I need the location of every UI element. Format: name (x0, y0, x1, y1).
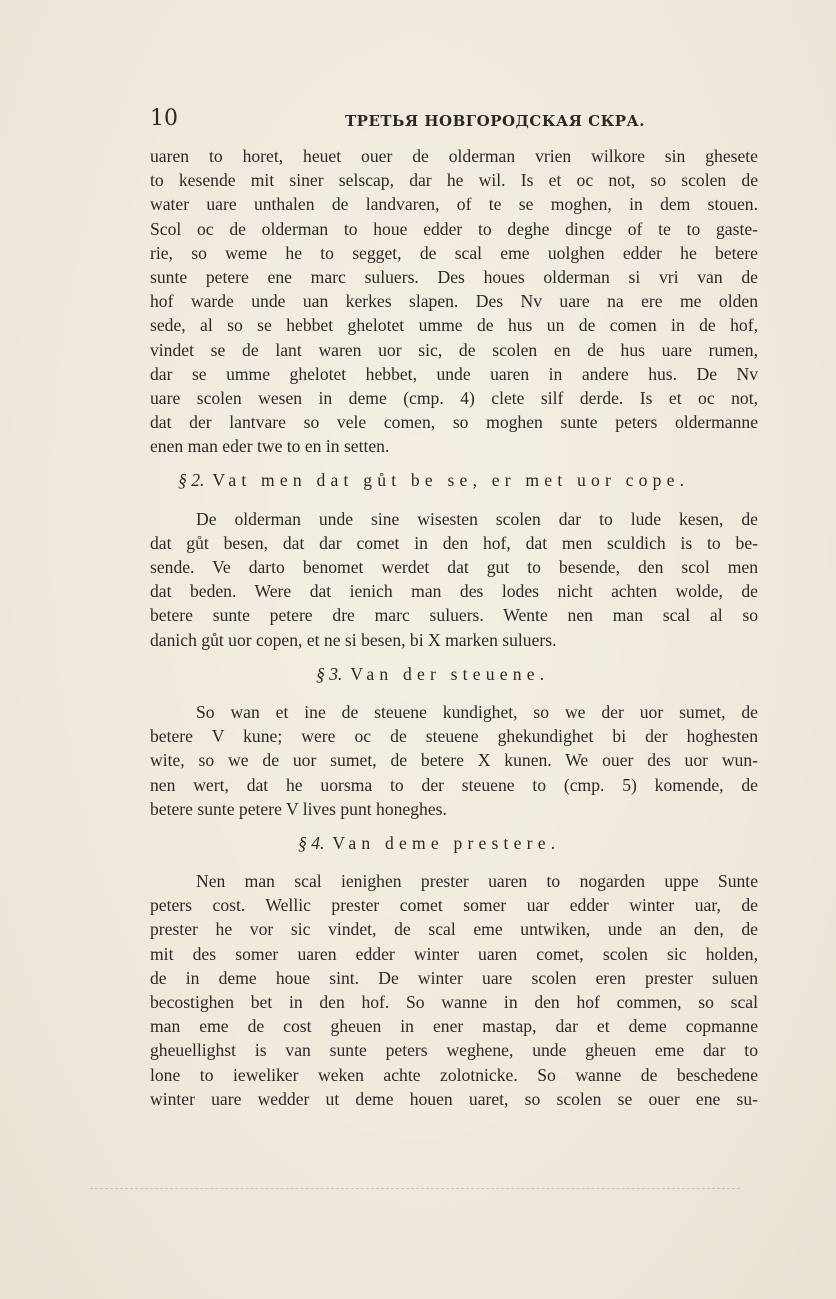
text-line: peters cost. Wellic prester comet somer uar edder winter uar, de (150, 895, 758, 916)
text-line: to kesende mit siner selscap, dar he wil. Is et oc not, so scolen de (150, 170, 758, 191)
section-number: § 2. (178, 470, 205, 491)
text-line: sende. Ve darto benomet werdet dat gut to besende, den scol men (150, 557, 758, 577)
text-line: de in deme houe sint. De winter uare scolen eren prester suluen (150, 967, 758, 988)
section-title: Vat men dat gůt be se, er met uor cope. (212, 470, 690, 491)
text-line: danich gůt uor copen, et ne si besen, bi X marken suluers. (150, 629, 557, 650)
body-text (150, 144, 758, 1111)
text-line: prester he vor sic vindet, de scal eme untwiken, unde an den, de (150, 919, 758, 940)
text-line: rie, so weme he to segget, de scal eme uolghen edder he betere (150, 242, 758, 263)
text-line: De olderman unde sine wisesten scolen dar to lude kesen, de (196, 508, 758, 529)
text-line: vindet se de lant waren uor sic, de scolen en de hus uare rumen, (150, 339, 758, 360)
paragraph (150, 700, 758, 821)
section-heading (150, 468, 758, 492)
text-line: betere sunte petere dre marc suluers. Wente nen man scal al so (150, 605, 758, 626)
running-title: ТРЕТЬЯ НОВГОРОДСКАЯ СКРА. (345, 112, 645, 130)
section-title: Van der steuene. (350, 663, 550, 684)
text-line: wite, so we de uor sumet, de betere X kunen. We ouer des uor wun- (150, 750, 758, 771)
text-line: gheuellighst is van sunte peters weghene, unde gheuen eme dar to (150, 1040, 758, 1061)
text-line: uaren to horet, heuet ouer de olderman vrien wilkore sin ghesete (150, 146, 758, 166)
section-heading (150, 831, 758, 855)
text-line: nen wert, dat he uorsma to der steuene to (cmp. 5) komende, de (150, 774, 758, 795)
paragraph (150, 507, 758, 652)
text-line: betere sunte petere V lives punt honeghes. (150, 798, 447, 819)
text-line: betere V kune; were oc de steuene ghekundighet bi der hoghesten (150, 726, 758, 747)
text-line: enen man eder twe to en in setten. (150, 436, 390, 457)
section-number: § 4. (298, 832, 325, 853)
text-line: dat gůt besen, dat dar comet in den hof, dat men sculdich is to be- (150, 532, 758, 553)
paragraph (150, 144, 758, 458)
text-line: Nen man scal ienighen prester uaren to nogarden uppe Sunte (196, 871, 758, 892)
section-title: Van deme prestere. (332, 832, 561, 853)
running-head (150, 104, 760, 134)
text-line: sede, al so se hebbet ghelotet umme de hus un de comen in de hof, (150, 315, 758, 336)
text-line: dar se umme ghelotet hebbet, unde uaren in andere hus. De Nv (150, 363, 758, 384)
page-bottom-specks (90, 1188, 740, 1195)
text-line: hof warde unde uan kerkes slapen. Des Nv uare na ere me olden (150, 291, 758, 312)
text-line: water uare unthalen de landvaren, of te se moghen, in dem stouen. (150, 194, 758, 215)
text-line: Scol oc de olderman to houe edder to deghe dincge of te to gaste- (150, 218, 758, 239)
text-line: man eme de cost gheuen in ener mastap, dar et deme copmanne (150, 1016, 758, 1037)
text-line: So wan et ine de steuene kundighet, so we der uor sumet, de (196, 701, 758, 722)
paragraph (150, 869, 758, 1111)
text-line: mit des somer uaren edder winter uaren comet, scolen sic holden, (150, 943, 758, 964)
text-line: dat beden. Were dat ienich man des lodes nicht achten wolde, de (150, 581, 758, 602)
text-line: winter uare wedder ut deme houen uaret, so scolen se ouer ene su- (150, 1088, 758, 1109)
text-line: lone to ieweliker weken achte zolotnicke. So wanne de beschedene (150, 1064, 758, 1085)
text-line: uare scolen wesen in deme (cmp. 4) clete silf derde. Is et oc not, (150, 387, 758, 408)
text-line: dat der lantvare so vele comen, so moghen sunte peters oldermanne (150, 412, 758, 433)
section-number: § 3. (316, 663, 343, 684)
section-heading (150, 662, 758, 686)
text-line: becostighen bet in den hof. So wanne in den hof commen, so scal (150, 992, 758, 1012)
page-number: 10 (150, 106, 178, 131)
text-line: sunte petere ene marc suluers. Des houes olderman si vri van de (150, 266, 758, 287)
